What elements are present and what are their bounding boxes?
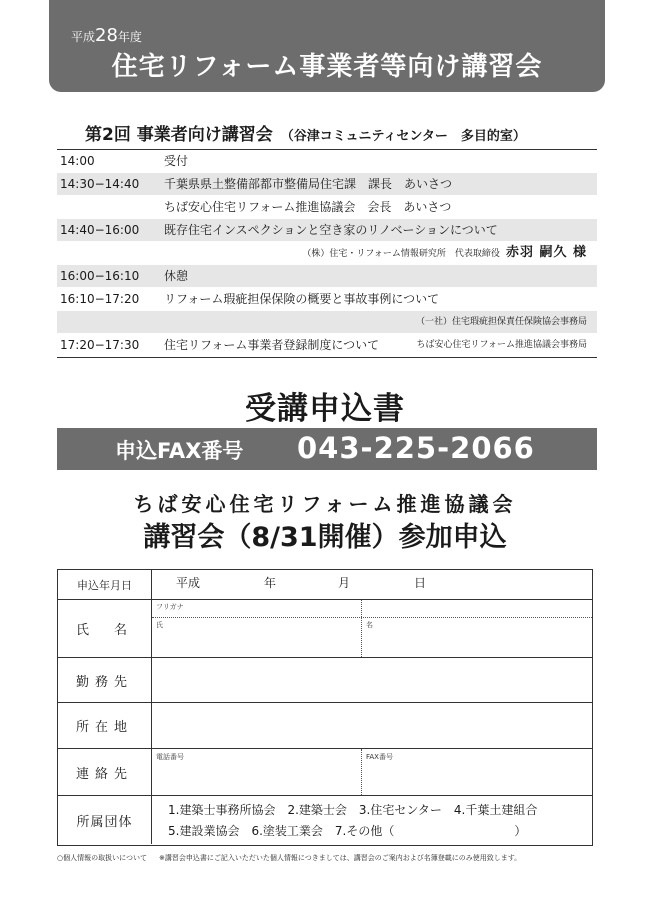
work-field[interactable]	[152, 658, 592, 702]
speaker-affiliation	[302, 242, 587, 265]
footnote-title: ○個人情報の取扱いについて	[57, 854, 147, 862]
date-row	[58, 570, 592, 600]
schedule-row	[57, 242, 597, 265]
fax-field-label: FAX番号	[366, 753, 393, 761]
work-row	[58, 658, 592, 703]
schedule-time: 14:30−14:40	[60, 177, 140, 191]
furigana-label: フリガナ	[156, 603, 184, 611]
session-title: 第2回 事業者向け講習会	[85, 125, 273, 145]
application-form	[57, 569, 593, 846]
schedule-time: 16:10−17:20	[60, 292, 140, 306]
fax-label: 申込FAX番号	[115, 439, 244, 463]
date-day: 日	[414, 576, 427, 590]
group-label: 所属団体	[58, 796, 152, 844]
name-row	[58, 600, 592, 658]
privacy-footnote	[57, 853, 533, 863]
speaker-name: 赤羽 嗣久 様	[505, 245, 587, 260]
schedule-row	[57, 288, 597, 311]
address-field[interactable]	[152, 703, 592, 748]
schedule-time: 17:20−17:30	[60, 338, 140, 352]
schedule-content: 休憩	[164, 269, 189, 283]
group-row	[58, 796, 592, 844]
address-row	[58, 703, 592, 749]
schedule-time: 14:00	[60, 154, 95, 168]
group-options-line1: 1.建築士事務所協会 2.建築士会 3.住宅センター 4.千葉土建組合	[168, 803, 538, 817]
schedule-content: ちば安心住宅リフォーム推進協議会 会長 あいさつ	[164, 200, 452, 214]
schedule-content: 住宅リフォーム事業者登録制度について	[164, 338, 380, 352]
contact-row	[58, 749, 592, 796]
schedule-content: 受付	[164, 154, 189, 168]
schedule-table	[57, 149, 597, 358]
session-venue: （谷津コミュニティセンター 多目的室）	[280, 129, 526, 144]
schedule-row	[57, 219, 597, 242]
year-prefix: 平成	[71, 30, 96, 44]
speaker-affiliation: ちば安心住宅リフォーム推進協議会事務局	[416, 340, 587, 350]
header-banner	[49, 0, 605, 92]
date-label: 申込年月日	[58, 570, 152, 599]
schedule-row	[57, 311, 597, 334]
schedule-time: 16:00−16:10	[60, 269, 140, 283]
date-month: 月	[338, 576, 351, 590]
contact-field[interactable]	[152, 749, 592, 795]
fax-banner	[57, 428, 597, 470]
year-number: 28	[95, 25, 118, 46]
group-field[interactable]	[152, 796, 592, 844]
event-title: 講習会（8/31開催）参加申込	[143, 522, 507, 553]
schedule-content: リフォーム瑕疵担保保険の概要と事故事例について	[164, 292, 440, 306]
session-heading	[85, 120, 526, 145]
schedule-time: 14:40−16:00	[60, 223, 140, 237]
name-label: 氏 名	[58, 600, 152, 657]
schedule-content: 千葉県県土整備部都市整備局住宅課 課長 あいさつ	[164, 177, 453, 191]
tel-label: 電話番号	[156, 753, 184, 761]
page-title: 住宅リフォーム事業者等向け講習会	[111, 52, 543, 82]
schedule-row	[57, 334, 597, 357]
schedule-row	[57, 265, 597, 288]
schedule-row	[57, 150, 597, 173]
organizer-name: ちば安心住宅リフォーム推進協議会	[133, 492, 517, 516]
name-field[interactable]	[152, 600, 592, 657]
fax-number: 043-225-2066	[297, 431, 535, 465]
date-year: 年	[264, 576, 277, 590]
sei-label: 氏	[156, 621, 163, 629]
schedule-row	[57, 196, 597, 219]
contact-divider	[361, 749, 362, 795]
speaker-affiliation: （一社）住宅瑕疵担保責任保険協会事務局	[415, 317, 587, 327]
contact-label: 連絡先	[58, 749, 152, 795]
form-title: 受講申込書	[245, 391, 405, 427]
schedule-content: 既存住宅インスペクションと空き家のリノベーションについて	[164, 223, 498, 237]
date-era: 平成	[176, 576, 201, 590]
speaker-org: （株）住宅・リフォーム情報研究所 代表取締役	[302, 249, 500, 259]
date-field[interactable]	[152, 570, 592, 599]
footnote-body: ※講習会申込書にご記入いただいた個人情報につきましては、講習会のご案内および名簿登載にのみ使用致します。	[158, 854, 522, 862]
work-label: 勤務先	[58, 658, 152, 702]
furigana-divider	[152, 617, 592, 618]
name-divider	[361, 600, 362, 657]
group-options-line2: 5.建設業協会 6.塗装工業会 7.その他（ ）	[168, 824, 527, 838]
address-label: 所在地	[58, 703, 152, 748]
mei-label: 名	[366, 621, 373, 629]
schedule-row	[57, 173, 597, 196]
fiscal-year	[71, 25, 142, 46]
year-suffix: 年度	[117, 30, 142, 44]
